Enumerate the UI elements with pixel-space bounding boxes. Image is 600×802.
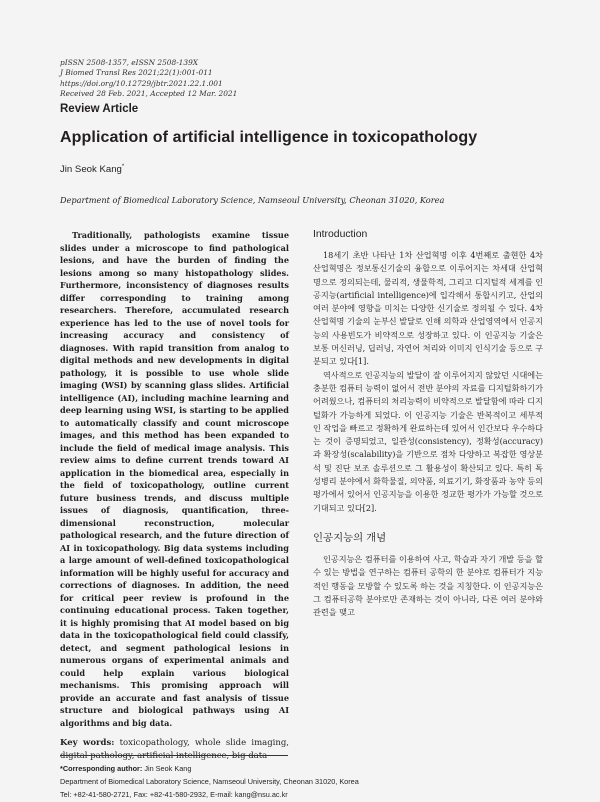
left-column — [60, 229, 289, 762]
journal-info — [60, 58, 237, 100]
right-column — [313, 229, 543, 619]
correspondence-label: *Corresponding author: — [60, 764, 143, 773]
correspondence-contact: Tel: +82-41-580-2721, Fax: +82-41-580-2932, E-mail: kang@nsu.ac.kr — [60, 790, 288, 800]
affiliation: Department of Biomedical Laboratory Science, Namseoul University, Cheonan 31020, Korea — [60, 195, 445, 205]
abstract-text: Traditionally, pathologists examine tissue slides under a microscope to find pathological lesions, and have the burden of finding the lesions among so many histopathology slides. Furthermore, inconsistency of diagnoses results differ corresponding to training among researchers. Therefore, accumulated research experience has led to the use of novel tools for increasing accuracy and consistency of diagnoses. With rapid transition from analog to digital methods and new developments in digital pathology, it is possible to use whole slide imaging (WSI) by scanning glass slides. Artificial intelligence (AI), including machine learning and deep learning using WSI, is starting to be applied to automatically classify and count microscope images, and this method has been expanded to include the field of medical image analysis. This review aims to define current trends toward AI application in the biomedical area, especially in the field of toxicopathology, outline current future business trends, and discuss multiple issues of diagnosis, quantification, three-dimensional reconstruction, molecular pathological research, and the future direction of AI in toxicopathology. Big data systems including a large amount of well-defined toxicopathological information will be highly useful for accuracy and corrections of diagnoses. In addition, the need for critical peer review is profound in the continuing educational process. Taken together, it is highly promising that AI model based on big data in the toxicopathological field could classify, detect, and segment pathological lesions in numerous organs of experimental animals and could help explain various biological mechanisms. This promising approach will provide an accurate and fast analysis of tissue structure and biological pathways using AI algorithms and big data. — [60, 230, 289, 728]
correspondence-name: Jin Seok Kang — [144, 764, 192, 773]
author-line — [60, 164, 124, 175]
correspondence-footnote — [60, 762, 359, 802]
concept-paragraph-1: 인공지능은 컴퓨터를 이용하여 사고, 학습과 자기 개발 등을 할 수 있는 방법을 연구하는 컴퓨터 공학의 한 분야로 컴퓨터가 지능적인 행동을 모방할 수 있도록 하는 것을 지칭한다. 이 인공지능은 그 컴퓨터공학 분야로만 존재하는 것이 아니라, 다른 여러 분야와 관련을 맺고 — [313, 553, 543, 618]
footnote-divider — [60, 755, 288, 756]
concept-heading: 인공지능의 개념 — [313, 532, 387, 544]
intro-paragraph-1: 18세기 초반 나타난 1차 산업혁명 이후 4번째로 출현한 4차 산업혁명은 정보통신기술의 융합으로 이루어지는 차세대 산업혁명으로 정의되는데, 물리적, 생물학적, 그리고 디지털적 세계를 인공지능(artificial intelligence)에 입각해서 통합시키고, 산업의 여러 분야에 영향을 미치는 다양한 신기술로 정의될 수 있다. 4차 산업혁명 기술의 눈부신 발달로 인해 의학과 산업영역에서 인공지능의 사용빈도가 비약적으로 성장하고 있다. 이 인공지능 기술은 보통 머신러닝, 딥러닝, 자연어 처리와 이미지 인식기술 등으로 구분되고 있다[1]. — [313, 250, 543, 367]
author-name: Jin Seok Kang — [60, 164, 122, 176]
intro-paragraph-2: 역사적으로 인공지능의 발달이 잘 이루어지지 않았던 시대에는 충분한 컴퓨터 능력이 없어서 전반 분야의 자료를 디지털화하기가 어려웠으나, 컴퓨터의 처리능력이 비약적으로 발달함에 따라 디지털화가 가능하게 되었다. 이 인공지능 기술은 반복적이고 세부적인 작업을 빠르고 정확하게 완료하는데 있어서 인간보다 우수하다는 것이 증명되었고, 일관성(consistency), 정확성(accuracy)과 확장성(scalability)을 기반으로 점차 다양하고 복잡한 영상분석 및 진단 보조 솔루션으로 그 활용성이 확산되고 있다. 특히 독성병리 분야에서 화학물질, 의약품, 의료기기, 화장품과 농약 등의 평가에서 있어서 인공지능을 이용한 정교한 평가가 가능할 것으로 기대되고 있다[2]. — [313, 369, 543, 513]
dates-line: Received 28 Feb. 2021, Accepted 12 Mar. 2021 — [60, 89, 238, 99]
correspondence-line — [60, 762, 359, 775]
correspondence-address: Department of Biomedical Laboratory Science, Namseoul University, Cheonan 31020, Korea — [60, 777, 359, 787]
author-mark: * — [121, 164, 125, 170]
article-title: Application of artificial intelligence in toxicopathology — [60, 129, 478, 146]
keywords — [60, 737, 289, 762]
keywords-text: toxicopathology, whole slide imaging, digital pathology, artificial intelligence, big data — [60, 738, 289, 761]
keywords-label: Key words: — [60, 738, 115, 748]
intro-heading: Introduction — [313, 229, 368, 240]
article-type: Review Article — [60, 103, 139, 115]
issn-line: pISSN 2508-1357, eISSN 2508-139X — [60, 58, 199, 67]
citation-line: J Biomed Transl Res 2021;22(1):001-011 — [60, 68, 213, 78]
doi-link[interactable]: https://doi.org/10.12729/jbtr.2021.22.1.001 — [60, 78, 223, 88]
